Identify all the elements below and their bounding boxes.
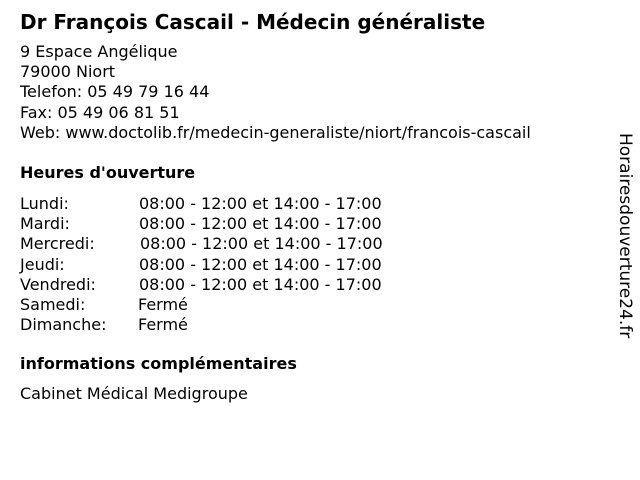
fax-number: Fax: 05 49 06 81 51 — [20, 102, 180, 122]
phone-number: Telefon: 05 49 79 16 44 — [20, 82, 210, 102]
day-label: Vendredi: — [20, 274, 96, 294]
website-link[interactable]: Web: www.doctolib.fr/medecin-generaliste/niort/francois-cascail — [20, 122, 531, 142]
additional-info-text: Cabinet Médical Medigroupe — [20, 384, 248, 403]
city-postal-code: 79000 Niort — [20, 62, 116, 82]
street-address: 9 Espace Angélique — [20, 42, 178, 61]
site-watermark: Horairesdouverture24.fr — [615, 133, 635, 339]
opening-hours-heading: Heures d'ouverture — [20, 163, 196, 182]
additional-info-heading: informations complémentaires — [20, 354, 297, 373]
hours-value: Fermé — [138, 315, 188, 335]
day-label: Mercredi: — [20, 234, 95, 254]
page-title: Dr François Cascail - Médecin généraliste — [20, 10, 486, 34]
hours-value: 08:00 - 12:00 et 14:00 - 17:00 — [139, 214, 382, 234]
hours-value: 08:00 - 12:00 et 14:00 - 17:00 — [139, 254, 382, 274]
hours-value: 08:00 - 12:00 et 14:00 - 17:00 — [139, 274, 382, 294]
hours-value: Fermé — [138, 294, 188, 314]
day-label: Lundi: — [20, 194, 69, 213]
hours-value: 08:00 - 12:00 et 14:00 - 17:00 — [139, 194, 382, 213]
contact-block — [20, 42, 531, 143]
day-label: Mardi: — [20, 214, 70, 234]
hours-value: 08:00 - 12:00 et 14:00 - 17:00 — [140, 234, 383, 254]
day-label: Dimanche: — [20, 315, 107, 335]
day-label: Jeudi: — [20, 254, 65, 274]
day-label: Samedi: — [20, 294, 86, 314]
